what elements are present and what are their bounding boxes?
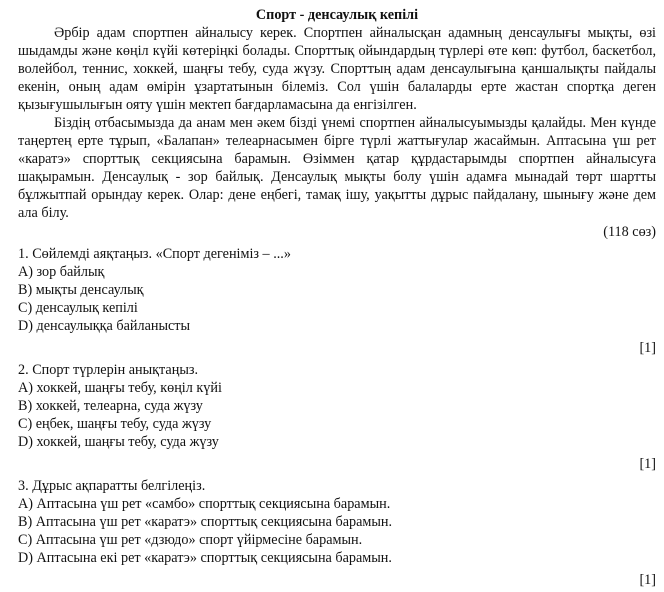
option-b: B) Аптасына үш рет «каратэ» спорттық секциясына барамын. xyxy=(18,514,393,530)
question-score: [1] xyxy=(639,572,656,588)
document-title: Спорт - денсаулық кепілі xyxy=(255,7,419,23)
question-text: 1. Сөйлемді аяқтаңыз. «Спорт дегеніміз – ...» xyxy=(18,246,291,262)
question-score: [1] xyxy=(639,456,656,472)
option-c: C) Аптасына үш рет «дзюдо» спорт үйірмесіне барамын. xyxy=(18,532,363,548)
question-2 xyxy=(18,361,656,473)
option-a: A) хоккей, шаңғы тебу, көңіл күйі xyxy=(18,380,222,396)
option-d: D) хоккей, шаңғы тебу, суда жүзу xyxy=(18,434,219,450)
option-d: D) денсаулыққа байланысты xyxy=(18,318,191,334)
option-b: B) мықты денсаулық xyxy=(18,282,144,298)
paragraph-1: Әрбір адам спортпен айналысу керек. Спортпен айналысқан адамның денсаулығы мықты, өзі шыдамды және көңіл күйі көтеріңкі болады. Спорттық ойындардың түрлері өте көп: футбол, баскетбол, волейбол, теннис, хоккей, шаңғы тебу, суда жүзу. Спорттың адам денсаулығына қаншалықты пайдалы екенін, оның адам өмірін ұзартатынын білеміз. Сол үшін балаларды ерте жастан спортқа деген қызығушылығын ояту үшін мектеп бағдарламасына да енгізілген. xyxy=(18,25,656,113)
option-a: A) зор байлық xyxy=(18,264,105,280)
question-text: 2. Спорт түрлерін анықтаңыз. xyxy=(18,362,199,378)
question-3 xyxy=(18,477,656,589)
paragraph-2: Біздің отбасымызда да анам мен әкем бізді үнемі спортпен айналысуымызды қалайды. Мен күнде таңертең ерте тұрып, «Балапан» телеарнасымен бірге түрлі жаттығулар жасаймын. Аптасына үш рет «каратэ» спорттық секциясына барамын. Өзіммен қатар құрдастарымды спортпен айналысуға шақырамын. Денсаулық - зор байлық. Денсаулық мықты болу үшін адамға мынадай төрт шартты бұлжытпай орындау керек. Олар: дене еңбегі, тамақ ішу, уақытты дұрыс пайдалану, шынығу және дем ала білу. xyxy=(18,115,656,221)
question-1 xyxy=(18,245,656,357)
question-text: 3. Дұрыс ақпаратты белгілеңіз. xyxy=(18,478,206,494)
question-score: [1] xyxy=(639,340,656,356)
option-c: C) еңбек, шаңғы тебу, суда жүзу xyxy=(18,416,212,432)
option-b: B) хоккей, телеарна, суда жүзу xyxy=(18,398,203,414)
option-c: C) денсаулық кепілі xyxy=(18,300,138,316)
option-d: D) Аптасына екі рет «каратэ» спорттық секциясына барамын. xyxy=(18,550,392,566)
option-a: A) Аптасына үш рет «самбо» спорттық секциясына барамын. xyxy=(18,496,391,512)
word-count: (118 сөз) xyxy=(603,224,656,240)
